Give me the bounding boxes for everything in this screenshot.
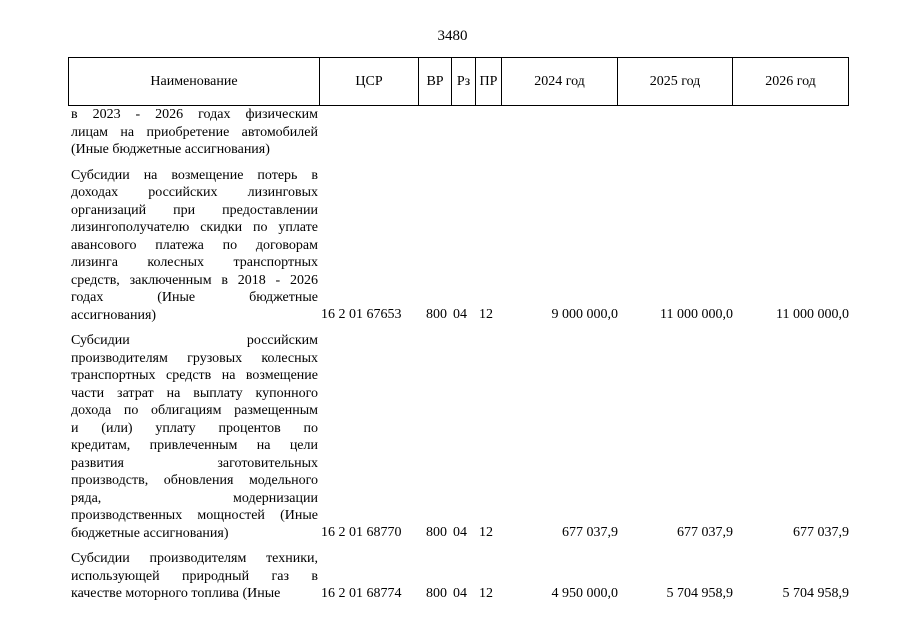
cell-y2026: 677 037,9 [793,525,849,540]
cell-rz: 04 [453,585,467,601]
row-name-line: авансового платежа по договорам [71,237,318,253]
row-values [68,306,849,324]
row-values [68,524,849,542]
cell-y2025: 677 037,9 [677,525,733,540]
cell-y2026: 11 000 000,0 [776,307,849,322]
row-name-line: лицам на приобретение автомобилей [71,124,318,140]
row-name-line: части затрат на выплату купонного [71,385,318,401]
cell-pr: 12 [479,307,493,322]
column-header-vr: ВР [419,58,452,105]
row-name-line: качестве моторного топлива (Иные [71,586,281,601]
row-name-line: ассигнования) [71,307,157,323]
row-name-line: годах (Иные бюджетные [71,290,318,305]
row-name-line: производственных мощностей (Иные [71,508,318,523]
row-name-line: дохода по облигациям размещенным [71,403,318,418]
column-header-rz: Рз [452,58,476,105]
table-row [68,167,849,325]
row-name [68,167,318,325]
row-name-line: доходах российских лизинговых [71,185,318,200]
row-name-line: Субсидии российским [71,333,318,348]
row-name-line: в 2023 - 2026 годах физическим [71,107,318,122]
cell-y2024: 9 000 000,0 [551,307,618,322]
cell-y2025: 11 000 000,0 [660,307,733,322]
table-row [68,332,849,542]
row-name-line: ряда, модернизации [71,490,318,506]
cell-y2025: 5 704 958,9 [666,585,733,601]
row-name [68,332,318,542]
row-name-line: средств, заключенным в 2018 - 2026 [71,272,318,288]
row-name-line: кредитам, привлеченным на цели [71,438,318,453]
cell-csr: 16 2 01 68774 [321,585,402,601]
cell-csr: 16 2 01 68770 [321,525,402,540]
cell-rz: 04 [453,525,467,540]
cell-pr: 12 [479,525,493,540]
row-name-line: и (или) уплату процентов по [71,420,318,436]
column-header-name: Наименование [69,58,320,105]
cell-pr: 12 [479,585,493,601]
row-name-line: лизинга колесных транспортных [71,255,318,270]
row-name-line: Субсидии производителям техники, [71,551,318,566]
row-name-line: производств, обновления модельного [71,473,318,488]
row-name-line: Субсидии на возмещение потерь в [71,167,318,183]
cell-y2024: 4 950 000,0 [551,585,618,601]
table-header [68,57,849,106]
row-values [68,585,849,603]
table-row [68,106,849,159]
row-name-line: (Иные бюджетные ассигнования) [71,142,270,157]
row-name-line: бюджетные ассигнования) [71,525,229,541]
row-name-line: использующей природный газ в [71,568,318,584]
row-name-line: транспортных средств на возмещение [71,368,318,383]
cell-vr: 800 [426,585,447,601]
table-row [68,550,849,603]
column-header-csr: ЦСР [320,58,419,105]
row-name-line: лизингополучателю скидки по уплате [71,220,318,235]
row-values [68,141,849,159]
cell-vr: 800 [426,525,447,540]
page-number: 3480 [437,28,468,44]
cell-rz: 04 [453,307,467,322]
row-name-line: развития заготовительных [71,455,318,471]
cell-y2024: 677 037,9 [562,525,618,540]
column-header-2025: 2025 год [618,58,733,105]
column-header-2024: 2024 год [502,58,618,105]
column-header-pr: ПР [476,58,502,105]
column-header-2026: 2026 год [765,73,816,89]
row-name-line: организаций при предоставлении [71,202,318,218]
cell-y2026: 5 704 958,9 [782,585,849,601]
cell-csr: 16 2 01 67653 [321,307,402,322]
cell-vr: 800 [426,307,447,322]
table-body [68,106,849,611]
row-name-line: производителям грузовых колесных [71,350,318,366]
